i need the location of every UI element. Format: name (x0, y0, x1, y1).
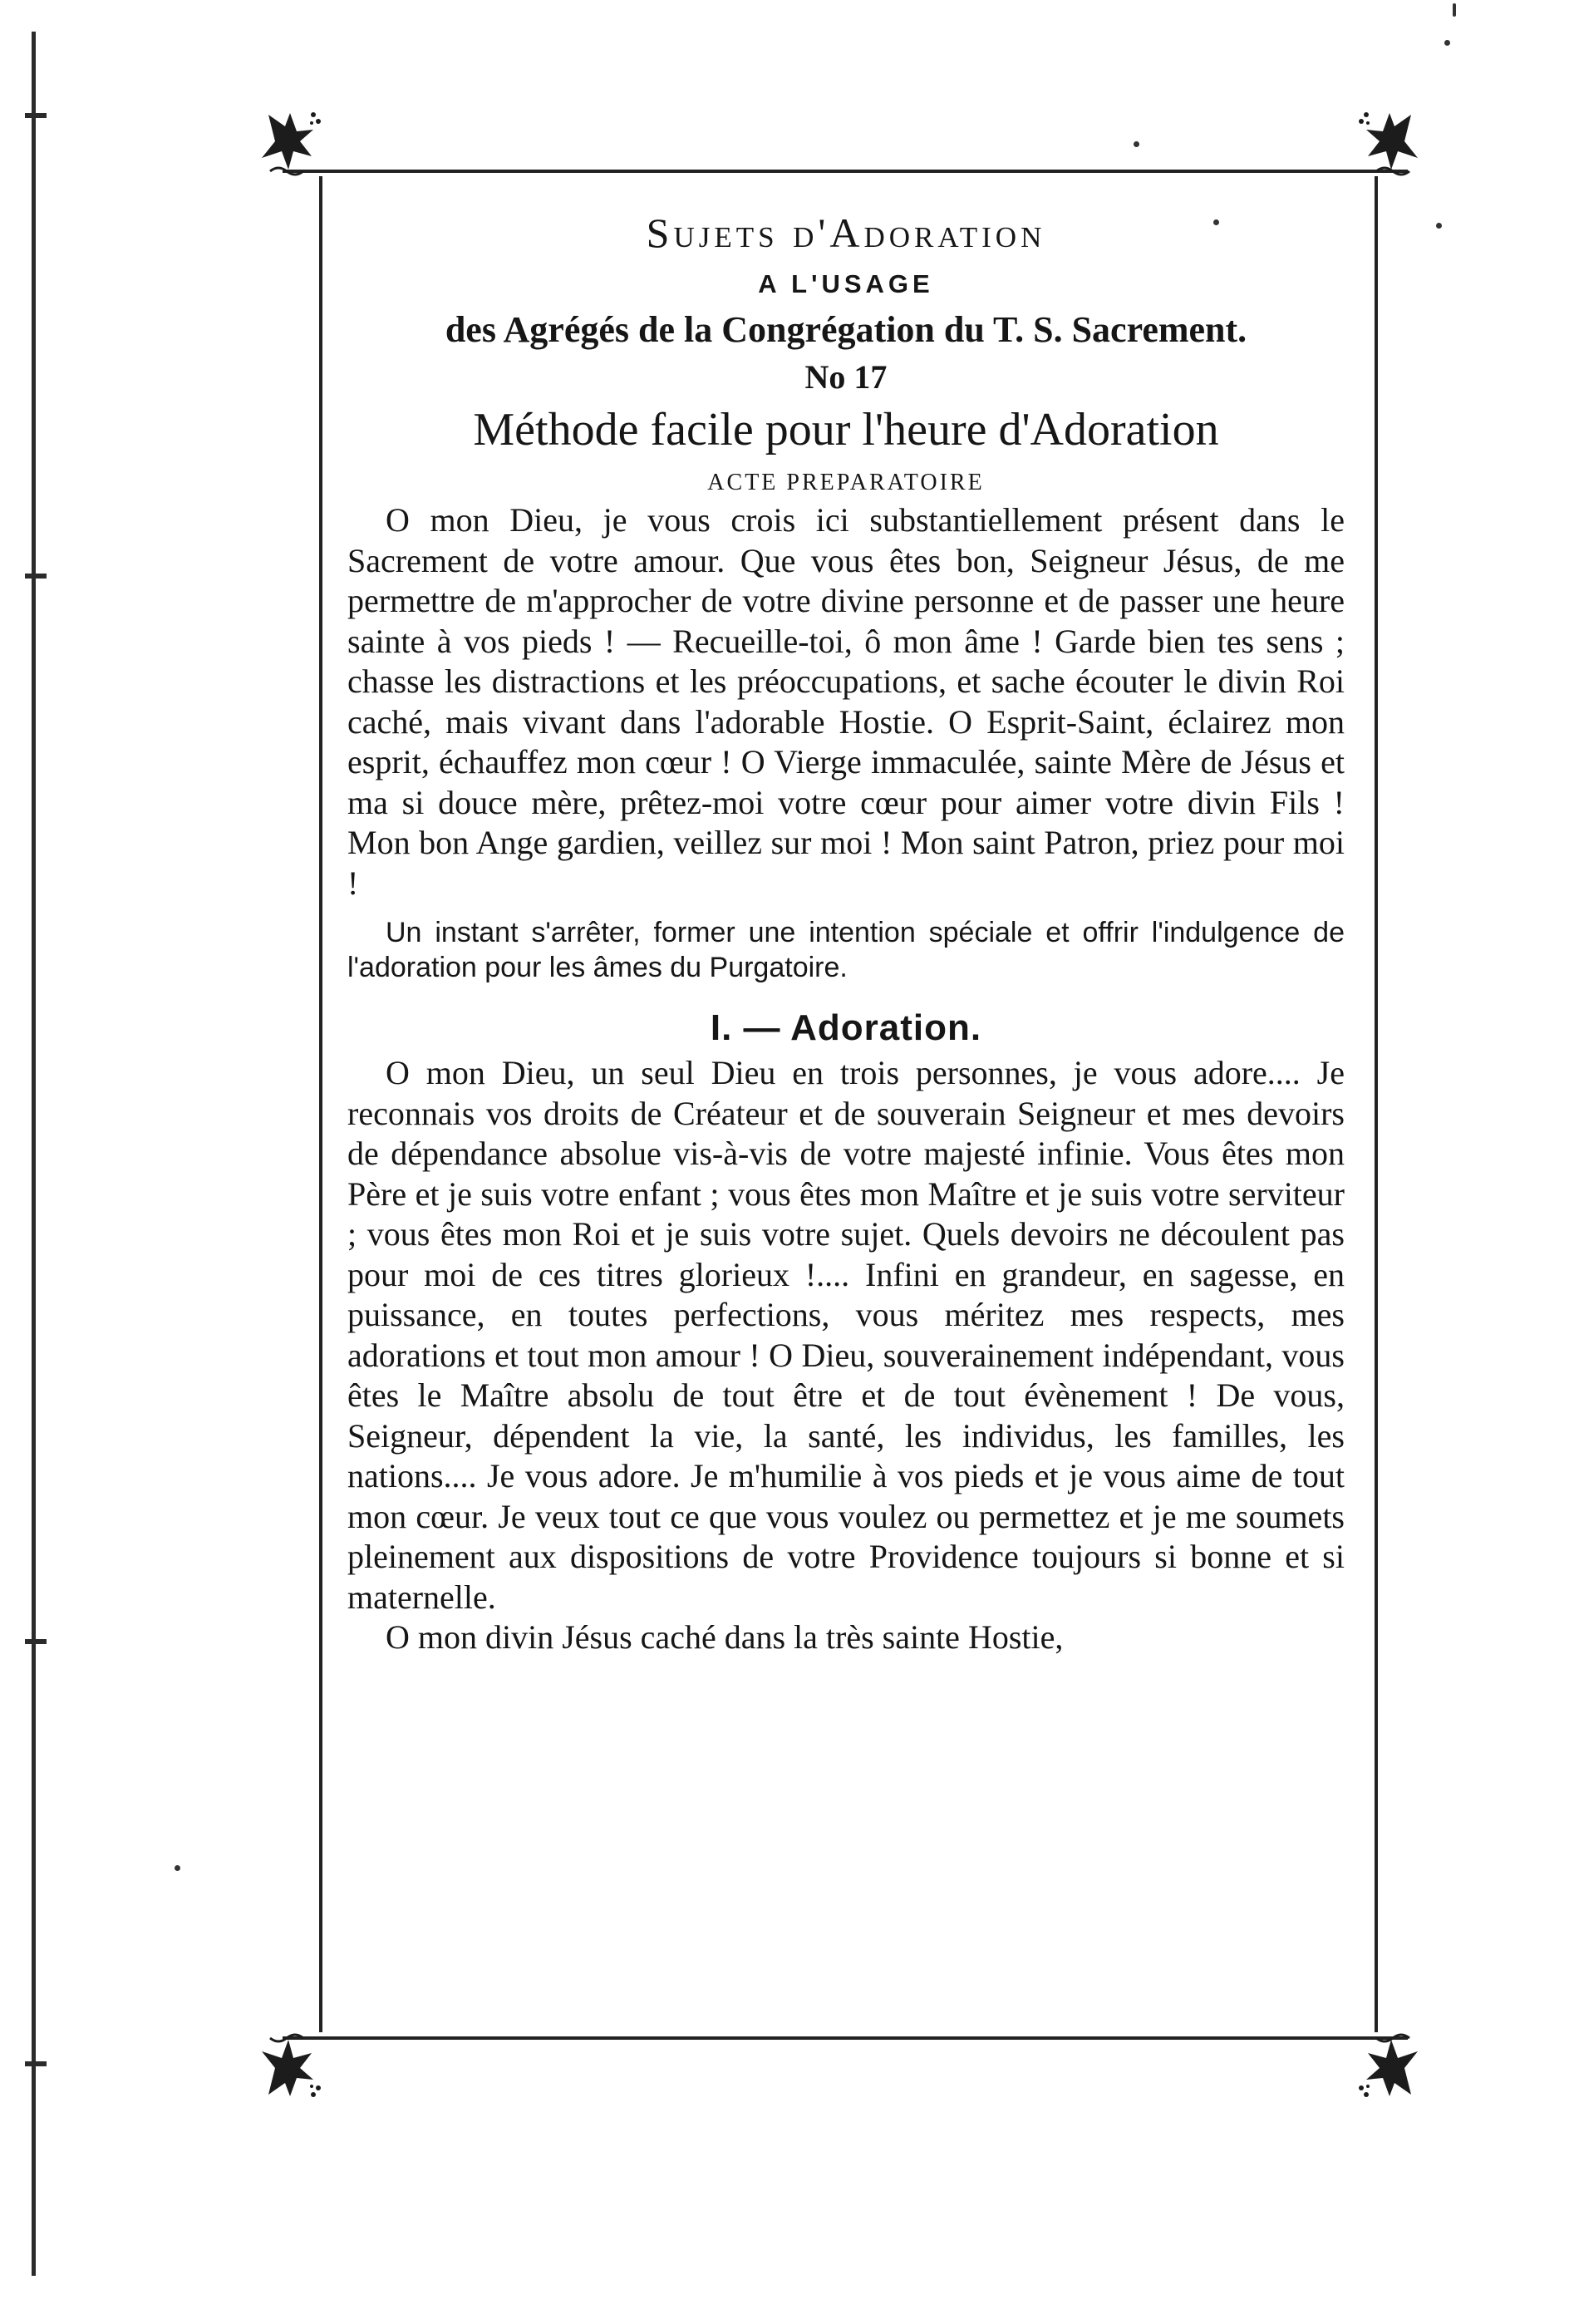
subtitle-congregation: des Agrégés de la Congrégation du T. S. Sacrement. (445, 309, 1247, 350)
final-line: O mon divin Jésus caché dans la très sainte Hostie, (386, 1618, 1064, 1656)
page-content (347, 208, 1345, 1658)
section-adoration-paragraph: O mon Dieu, un seul Dieu en trois personnes, je vous adore.... Je reconnais vos droits de Créateur et de souverain Seigneur et mes devoirs de dépendance absolue vis-à-vis de votre majesté infinie. Vous êtes mon Père et je suis votre enfant ; vous êtes mon Maître et je suis votre serviteur ; vous êtes mon Roi et je suis votre sujet. Quels devoirs ne découlent pas pour moi de ces titres glorieux !.... Infini en grandeur, en sagesse, en puissance, en toutes perfections, vous méritez mes respects, mes adorations et tout mon amour ! O Dieu, souverainement indépendant, vous êtes le Maître absolu de tout être et de tout évènement ! De vous, Seigneur, dépendent la vie, la santé, les individus, les familles, les nations.... Je vous adore. Je m'humilie à vos pieds et je vous aime de tout mon cœur. Je veux tout ce que vous voulez ou permettez et je me soumets pleinement aux dispositions de votre Providence toujours si bonne et si maternelle. (347, 1054, 1345, 1616)
speck-3 (1134, 141, 1139, 147)
left-margin-rule (32, 32, 36, 2276)
section-adoration-title: I. — Adoration. (710, 1007, 982, 1048)
ornament-bottom-left-icon (253, 2031, 325, 2103)
instruction-paragraph: Un instant s'arrêter, former une intention spéciale et offrir l'indulgence de l'adoration pour les âmes du Purgatoire. (347, 917, 1345, 983)
frame-bottom-rule (283, 2036, 1408, 2040)
ornament-bottom-right-icon (1355, 2031, 1426, 2103)
issue-number: No 17 (804, 358, 888, 396)
margin-tick-4 (25, 2061, 47, 2066)
document-title: Sujets d'Adoration (646, 209, 1046, 256)
speck-2 (1453, 3, 1456, 17)
preparatory-paragraph: O mon Dieu, je vous crois ici substantiellement présent dans le Sacrement de votre amour. Que vous êtes bon, Seigneur Jésus, de me permettre de m'approcher de votre divine personne et de passer une heure sainte à vos pieds ! — Recueille-toi, ô mon âme ! Garde bien tes sens ; chasse les distractions et les préoccupations, et sache écouter le divin Roi caché, mais vivant dans l'adorable Hostie. O Esprit-Saint, éclairez mon esprit, échauffez mon cœur ! O Vierge immaculée, sainte Mère de Jésus et ma si douce mère, prêtez-moi votre cœur pour aimer votre divin Fils ! Mon bon Ange gardien, veillez sur moi ! Mon saint Patron, priez pour moi ! (347, 501, 1345, 902)
speck-5 (1436, 223, 1442, 229)
ornament-top-left-icon (253, 106, 325, 178)
margin-tick-3 (25, 1639, 47, 1644)
subtitle-usage: A L'USAGE (758, 269, 934, 298)
margin-tick-1 (25, 113, 47, 118)
speck-6 (175, 1865, 180, 1871)
speck-1 (1444, 40, 1450, 46)
method-title: Méthode facile pour l'heure d'Adoration (473, 404, 1219, 455)
frame-top-rule (283, 170, 1408, 173)
ornament-top-right-icon (1355, 106, 1426, 178)
preparatory-heading: ACTE PREPARATOIRE (707, 470, 985, 495)
margin-tick-2 (25, 574, 47, 579)
